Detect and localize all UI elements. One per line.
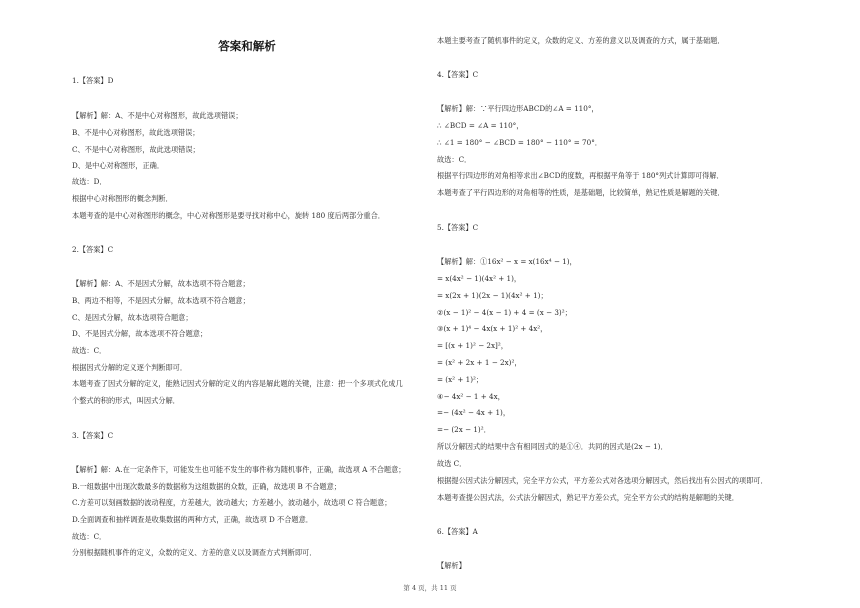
text-line: 故选：C． [72,532,107,541]
text-line: = x(2x + 1)(2x − 1)(4x² + 1)； [437,291,548,300]
text-line: =− (4x² − 4x + 1)， [437,408,511,417]
text-line: B、两边不相等，不是因式分解，故本选项不符合题意； [72,296,250,305]
text-line: 个整式的积的形式，叫因式分解． [72,396,180,405]
text-line: B.一组数据中出现次数最多的数据称为这组数据的众数，正确，故选项 B 不合题意； [72,482,341,491]
text-line: 【解析】解：①16x² − x = x(16x⁴ − 1)， [437,257,577,266]
text-line: ③(x + 1)⁴ − 4x(x + 1)² + 4x²， [437,324,548,333]
text-line: = [(x + 1)² − 2x]²， [437,341,508,350]
text-line: 【解析】解：∵平行四边形ABCD的∠A = 110°， [437,104,599,113]
text-line: = (x² + 1)²； [437,375,484,384]
text-line: ∴ ∠1 = 180° − ∠BCD = 180° − 110° = 70°． [437,138,602,147]
text-line: 所以分解因式的结果中含有相同因式的是①④．共同的因式是(2x − 1)． [437,442,668,451]
text-line: 本题考查了平行四边形的对角相等的性质，是基础题，比较简单，熟记性质是解题的关键． [437,188,725,197]
text-line: 故选 C． [437,459,467,468]
text-line: 分别根据随机事件的定义，众数的定义、方差的意义以及调查方式判断即可． [72,548,317,557]
text-line: ∴ ∠BCD = ∠A = 110°， [437,121,524,130]
text-line: C.方差可以刻画数据的波动程度，方差越大，波动越大；方差越小，波动越小，故选项 C 符合题意； [72,498,392,507]
text-line: 故选：C． [72,346,107,355]
answer-4-heading: 4.【答案】C [437,70,479,79]
answer-5-heading: 5.【答案】C [437,223,479,232]
text-line: 本题考查的是中心对称图形的概念，中心对称图形是要寻找对称中心，旋转 180 度后两部分重合． [72,211,385,220]
page-title: 答案和解析 [218,39,276,53]
text-line: 根据因式分解的定义逐个判断即可． [72,363,188,372]
text-line: D、是中心对称图形，正确． [72,161,165,170]
text-line: C、不是中心对称图形，故此选项错误； [72,145,200,154]
text-line: 根据平行四边形的对角相等求出∠BCD的度数，再根据平角等于 180°列式计算即可得解． [437,171,724,180]
text-line: C、是因式分解，故本选项符合题意； [72,313,193,322]
text-line: D、不是因式分解，故本选项不符合题意； [72,329,208,338]
text-line: ④− 4x² − 1 + 4x， [437,392,505,401]
page-footer: 第 4 页，共 11 页 [403,584,457,592]
text-line: = (x² + 2x + 1 − 2x)²， [437,358,522,367]
text-line: 故选：C． [437,155,472,164]
text-line: D.全面调查和抽样调查是收集数据的两种方式，正确，故选项 D 不合题意． [72,515,313,524]
text-line: 【解析】解：A、不是中心对称图形，故此选项错误； [72,111,243,120]
text-line: ②(x − 1)² − 4(x − 1) + 4 = (x − 3)²； [437,308,572,317]
text-line: 【解析】解：A.在一定条件下，可能发生也可能不发生的事件称为随机事件，正确，故选项 A 不合题意； [72,465,406,474]
text-line: 本题主要考查了随机事件的定义，众数的定义、方差的意义以及调查的方式，属于基础题． [437,36,725,45]
text-line: 根据中心对称图形的概念判断． [72,194,173,203]
text-line: B、不是中心对称图形，故此选项错误； [72,128,200,137]
text-line: 本题考查了因式分解的定义，能熟记因式分解的定义的内容是解此题的关键，注意：把一个多项式化成几 [72,379,403,388]
answer-2-heading: 2.【答案】C [72,245,114,254]
text-line: 故选：D． [72,177,107,186]
text-line: 【解析】 [437,561,466,570]
text-line: 本题考查提公因式法，公式法分解因式，熟记平方差公式，完全平方公式的结构是解题的关键． [437,493,739,502]
text-line: 根据提公因式法分解因式，完全平方公式，平方差公式对各选项分解因式，然后找出有公因式的项即可． [437,476,768,485]
answer-6-heading: 6.【答案】A [437,527,478,536]
text-line: =− (2x − 1)²． [437,425,491,434]
answer-1-heading: 1.【答案】D [72,76,114,85]
text-line: 【解析】解：A、不是因式分解，故本选项不符合题意； [72,279,250,288]
answer-3-heading: 3.【答案】C [72,431,114,440]
text-line: = x(4x² − 1)(4x² + 1)， [437,274,522,283]
